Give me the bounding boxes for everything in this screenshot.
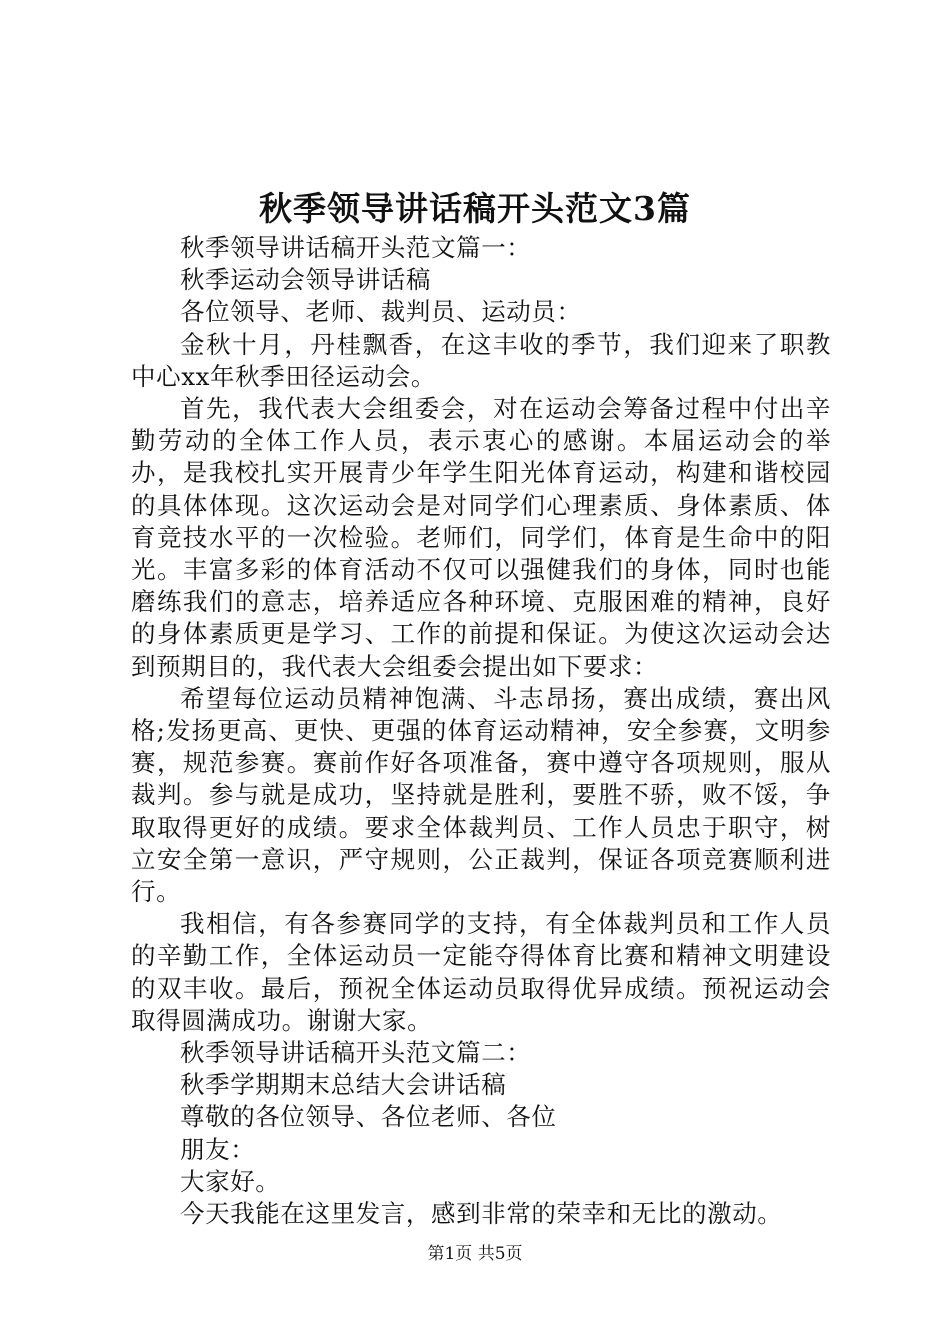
paragraph: 今天我能在这里发言，感到非常的荣幸和无比的激动。 — [180, 1199, 783, 1229]
paragraph: 金秋十月，丹桂飘香，在这丰收的季节，我们迎来了职教中心xx年秋季田径运动会。 — [131, 329, 831, 391]
paragraph: 首先，我代表大会组委会，对在运动会筹备过程中付出辛勤劳动的全体工作人员，表示衷心的感谢。本届运动会的举办，是我校扎实开展青少年学生阳光体育运动，构建和谐校园的具体体现。这次运动会是对同学们心理素质、身体素质、体育竞技水平的一次检验。老师们，同学们，体育是生命中的阳光。丰富多彩的体育活动不仅可以强健我们的身体，同时也能磨练我们的意志，培养适应各种环境、克服困难的精神，良好的身体素质更是学习、工作的前提和保证。为使这次运动会达到预期目的，我代表大会组委会提出如下要求： — [131, 394, 831, 681]
paragraph: 尊敬的各位领导、各位老师、各位 — [180, 1102, 557, 1132]
paragraph: 秋季领导讲话稿开头范文篇二： — [180, 1038, 532, 1068]
paragraph: 各位领导、老师、裁判员、运动员： — [180, 297, 582, 327]
paragraph: 希望每位运动员精神饱满、斗志昂扬，赛出成绩，赛出风格;发扬更高、更快、更强的体育运动精神，安全参赛，文明参赛，规范参赛。赛前作好各项准备，赛中遵守各项规则，服从裁判。参与就是成功，坚持就是胜利，要胜不骄，败不馁，争取取得更好的成绩。要求全体裁判员、工作人员忠于职守，树立安全第一意识，严守规则，公正裁判，保证各项竞赛顺利进行。 — [131, 683, 831, 907]
paragraph: 秋季学期期末总结大会讲话稿 — [180, 1070, 507, 1100]
page-footer: 第1页 共5页 — [427, 1244, 523, 1264]
document-body — [131, 232, 831, 1230]
paragraph: 秋季运动会领导讲话稿 — [180, 265, 431, 295]
paragraph: 我相信，有各参赛同学的支持，有全体裁判员和工作人员的辛勤工作，全体运动员一定能夺得体育比赛和精神文明建设的双丰收。最后，预祝全体运动员取得优异成绩。预祝运动会取得圆满成功。谢谢大家。 — [131, 909, 831, 1035]
paragraph: 秋季领导讲话稿开头范文篇一： — [180, 233, 532, 262]
document-title: 秋季领导讲话稿开头范文3篇 — [259, 189, 691, 228]
paragraph: 朋友： — [180, 1134, 256, 1164]
paragraph: 大家好。 — [180, 1166, 281, 1196]
